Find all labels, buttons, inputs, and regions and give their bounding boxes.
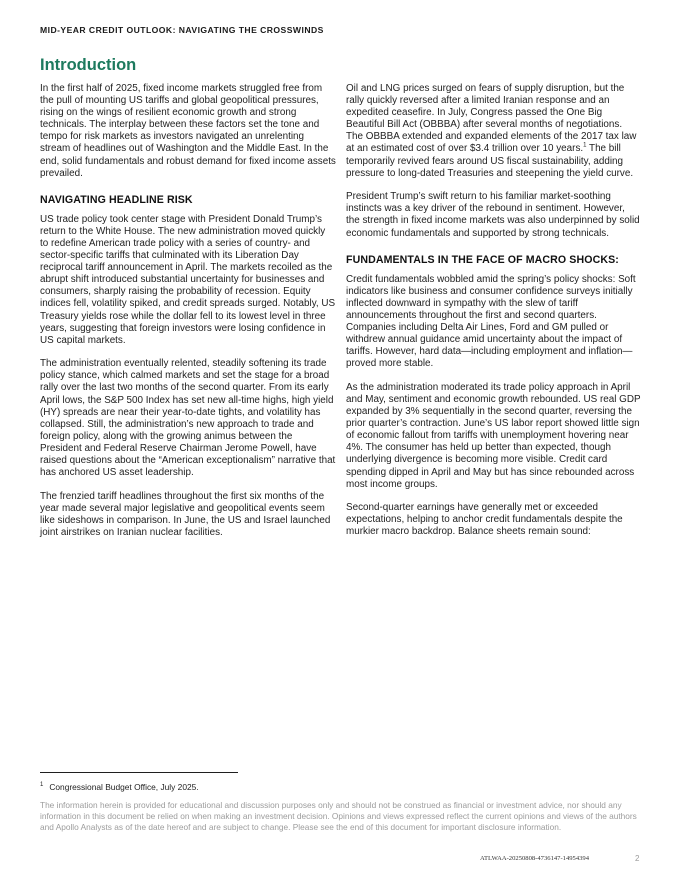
right-column xyxy=(346,83,641,550)
section-title: Introduction xyxy=(40,56,137,74)
obbba-paragraph xyxy=(346,83,641,180)
fundamentals-paragraph-1: Credit fundamentals wobbled amid the spring’s policy shocks: Soft indicators like business and consumer confidence surveys initially inflected downward in sympathy with the slew of tariff announcements throughout the first and second quarters. Companies including Delta Air Lines, Ford and GM pulled or withdrew annual guidance amid uncertainty about the impact of tariffs. However, hard data—including employment and inflation—proved more stable. xyxy=(346,273,636,370)
page-number: 2 xyxy=(635,854,640,863)
footnote-marker[interactable]: 1 xyxy=(583,143,587,150)
disclaimer: The information herein is provided for educational and discussion purposes only and should not be construed as financial or investment advice, nor should any information in this document be relied on when making an investment decision. Opinions and views expressed reflect the current opinions and views of the authors and Apollo Analysts as of the date hereof and are subject to change. Please see the end of this document for important disclosure information. xyxy=(40,800,637,832)
footnote xyxy=(40,782,199,792)
sentiment-paragraph: President Trump’s swift return to his familiar market-soothing instincts was a key driver of the rebound in sentiment. However, the strength in fixed income markets was also underpinned by solid economic fundamentals and supported by strong technicals. xyxy=(346,191,640,239)
headline-risk-heading: NAVIGATING HEADLINE RISK xyxy=(40,193,193,206)
left-column xyxy=(40,54,336,551)
footnote-text: Congressional Budget Office, July 2025. xyxy=(49,782,199,792)
document-code: ATLWAA-20250808-4736147-14954394 xyxy=(480,855,590,862)
headline-risk-paragraph-2: The administration eventually relented, steadily softening its trade policy stance, which calmed markets and set the stage for a broad rally over the last two months of the second quarter. From its early April lows, the S&P 500 Index has set new all-time highs, high yield (HY) spreads are near their year-to-date tights, and volatility has collapsed. Still, the administration’s new approach to trade and foreign policy, along with the growing animus between the President and Federal Reserve Chairman Jerome Powell, have raised questions about the “American exceptionalism” narrative that has anchored US asset leadership. xyxy=(40,358,336,479)
intro-paragraph: In the first half of 2025, fixed income markets struggled free from the pull of mounting US tariffs and global geopolitical pressures, rising on the wings of resilient economic growth and strong technicals. The interplay between these factors set the tone and tempo for risk markets as investors navigated an unrelenting stream of headlines out of Washington and the Middle East. In the end, solid fundamentals and robust demand for fixed income assets prevailed. xyxy=(40,83,336,179)
obbba-text-before: Oil and LNG prices surged on fears of supply disruption, but the rally quickly reversed after a limited Iranian response and an expedited ceasefire. In July, Congress passed the One Big Beautiful Bill Act (OBBBA) after several months of negotiations. The OBBBA extended and expanded elements of the 2017 tax law at an estimated cost of over $3.4 trillion over 10 years. xyxy=(346,83,637,155)
footnote-divider xyxy=(40,772,238,773)
fundamentals-heading: FUNDAMENTALS IN THE FACE OF MACRO SHOCKS: xyxy=(346,253,619,266)
headline-risk-paragraph-3: The frenzied tariff headlines throughout the first six months of the year made several major legislative and geopolitical events seem like sideshows in comparison. In June, the US and Israel launched joint airstrikes on Iranian nuclear facilities. xyxy=(40,490,331,538)
obbba-text-after: The bill temporarily revived fears around US fiscal sustainability, adding pressure to long-dated Treasuries and steepening the yield curve. xyxy=(346,143,634,179)
footnote-number: 1 xyxy=(40,782,44,788)
fundamentals-paragraph-3: Second-quarter earnings have generally met or exceeded expectations, helping to anchor credit fundamentals despite the murkier macro backdrop. Balance sheets remain sound: xyxy=(346,502,623,538)
running-header: MID-YEAR CREDIT OUTLOOK: NAVIGATING THE CROSSWINDS xyxy=(40,25,324,35)
headline-risk-paragraph-1: US trade policy took center stage with President Donald Trump’s return to the White House. The new administration moved quickly to redefine American trade policy with a series of country- and sector-specific tariffs that culminated with its Liberation Day reciprocal tariff announcement in April. The markets recoiled as the abrupt shift introduced substantial uncertainty for businesses and consumers, sharply raising the probability of recession. Equity indices fell, volatility spiked, and credit spreads surged. Notably, US Treasury yields rose while the dollar fell to its lowest level in three years, suggesting that foreign investors were losing confidence in US capital markets. xyxy=(40,213,336,346)
fundamentals-paragraph-2: As the administration moderated its trade policy approach in April and May, sentiment and economic growth rebounded. US real GDP expanded by 3% sequentially in the second quarter, reversing the prior quarter’s contraction. June’s US labor report showed little sign of economic fallout from tariffs with unemployment hovering near 4%. The consumer has held up better than expected, though underlying divergence is becoming more visible. Credit card spending dipped in April and May but has since rebounded across most income groups. xyxy=(346,381,641,490)
